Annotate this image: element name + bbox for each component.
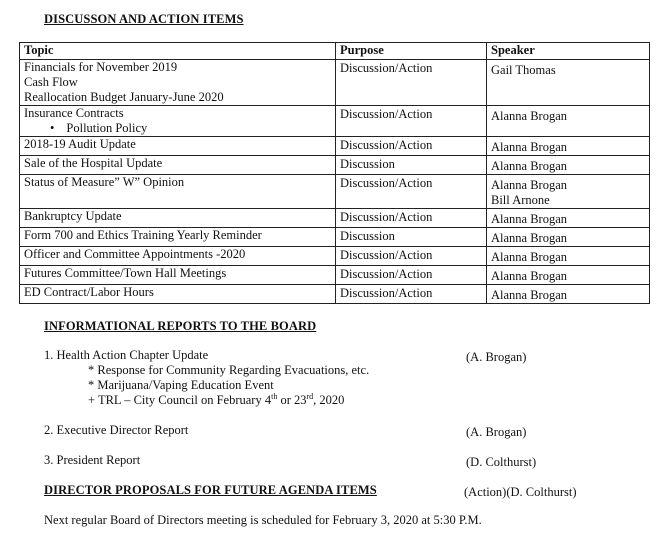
report-subitem-vaping: * Marijuana/Vaping Education Event [88,378,274,392]
topic-line: ED Contract/Labor Hours [24,285,154,299]
section-title-informational-reports: INFORMATIONAL REPORTS TO THE BOARD [44,319,317,333]
speaker-name: Alanna Brogan [491,231,568,245]
table-row [20,228,650,247]
purpose-label: Discussion/Action [340,210,433,224]
next-meeting-note: Next regular Board of Directors meeting is scheduled for February 3, 2020 at 5:30 P.M. [44,513,482,527]
cell-speaker [487,175,650,209]
speaker-name: Gail Thomas [491,63,556,77]
speaker-name: Alanna Brogan [491,250,568,264]
speaker-name: Alanna Brogan [491,212,568,226]
cell-speaker [487,247,650,266]
cell-purpose [336,247,487,266]
purpose-label: Discussion/Action [340,138,433,152]
speaker-name: Alanna Brogan [491,269,568,283]
agenda-table [19,42,650,304]
table-row [20,175,650,209]
purpose-label: Discussion/Action [340,286,433,300]
cell-speaker [487,137,650,156]
cell-topic [20,137,336,156]
report-item-1-speaker: (A. Brogan) [466,350,527,364]
cell-topic [20,228,336,247]
speaker-name: Alanna Brogan [491,178,568,192]
cell-topic [20,156,336,175]
header-topic: Topic [20,43,336,60]
report-item-3: 3. President Report [44,453,141,467]
table-header-row [20,43,650,60]
table-row [20,106,650,137]
speaker-name: Alanna Brogan [491,159,568,173]
speaker-name: Bill Arnone [491,193,550,207]
table-row [20,266,650,285]
section-title-director-proposals: DIRECTOR PROPOSALS FOR FUTURE AGENDA ITEMS [44,483,377,497]
report-subitem-trl: + TRL – City Council on February 4th or 23rd, 2020 [88,391,345,407]
report-item-3-speaker: (D. Colthurst) [466,455,537,469]
cell-topic [20,285,336,304]
cell-topic [20,106,336,137]
cell-topic [20,60,336,106]
cell-speaker [487,106,650,137]
topic-line: Officer and Committee Appointments -2020 [24,247,246,261]
topic-line: 2018-19 Audit Update [24,137,136,151]
speaker-name: Alanna Brogan [491,140,568,154]
cell-topic [20,266,336,285]
table-row [20,285,650,304]
cell-purpose [336,106,487,137]
table-row [20,209,650,228]
cell-topic [20,175,336,209]
cell-purpose [336,175,487,209]
topic-bullet-label: Pollution Policy [66,121,148,135]
cell-speaker [487,156,650,175]
table-row [20,137,650,156]
cell-topic [20,247,336,266]
table-row [20,156,650,175]
topic-line: Bankruptcy Update [24,209,122,223]
speaker-name: Alanna Brogan [491,288,568,302]
topic-line: Insurance Contracts [24,106,124,120]
cell-purpose [336,156,487,175]
cell-purpose [336,60,487,106]
cell-purpose [336,266,487,285]
cell-purpose [336,228,487,247]
cell-speaker [487,228,650,247]
cell-purpose [336,209,487,228]
topic-bullet [24,121,331,136]
cell-speaker [487,266,650,285]
header-purpose: Purpose [336,43,487,60]
topic-line: Sale of the Hospital Update [24,156,163,170]
director-proposals-speaker: (Action)(D. Colthurst) [464,485,577,499]
cell-speaker [487,209,650,228]
purpose-label: Discussion/Action [340,176,433,190]
topic-line: Form 700 and Ethics Training Yearly Reminder [24,228,262,242]
header-speaker: Speaker [487,43,650,60]
section-title-discussion-action: DISCUSSON AND ACTION ITEMS [44,12,244,26]
cell-purpose [336,137,487,156]
topic-line: Reallocation Budget January-June 2020 [24,90,224,104]
purpose-label: Discussion [340,157,395,171]
purpose-label: Discussion [340,229,395,243]
cell-topic [20,209,336,228]
topic-line: Status of Measure” W” Opinion [24,175,185,189]
cell-purpose [336,285,487,304]
topic-line: Futures Committee/Town Hall Meetings [24,266,227,280]
report-subitem-evacuations: * Response for Community Regarding Evacuations, etc. [88,363,370,377]
cell-speaker [487,60,650,106]
topic-line: Financials for November 2019 [24,60,178,74]
speaker-name: Alanna Brogan [491,109,568,123]
report-item-1: 1. Health Action Chapter Update [44,348,209,362]
table-row [20,247,650,266]
purpose-label: Discussion/Action [340,107,433,121]
report-item-2-speaker: (A. Brogan) [466,425,527,439]
cell-speaker [487,285,650,304]
table-row [20,60,650,106]
purpose-label: Discussion/Action [340,248,433,262]
purpose-label: Discussion/Action [340,267,433,281]
purpose-label: Discussion/Action [340,61,433,75]
topic-line: Cash Flow [24,75,78,89]
report-item-2: 2. Executive Director Report [44,423,189,437]
